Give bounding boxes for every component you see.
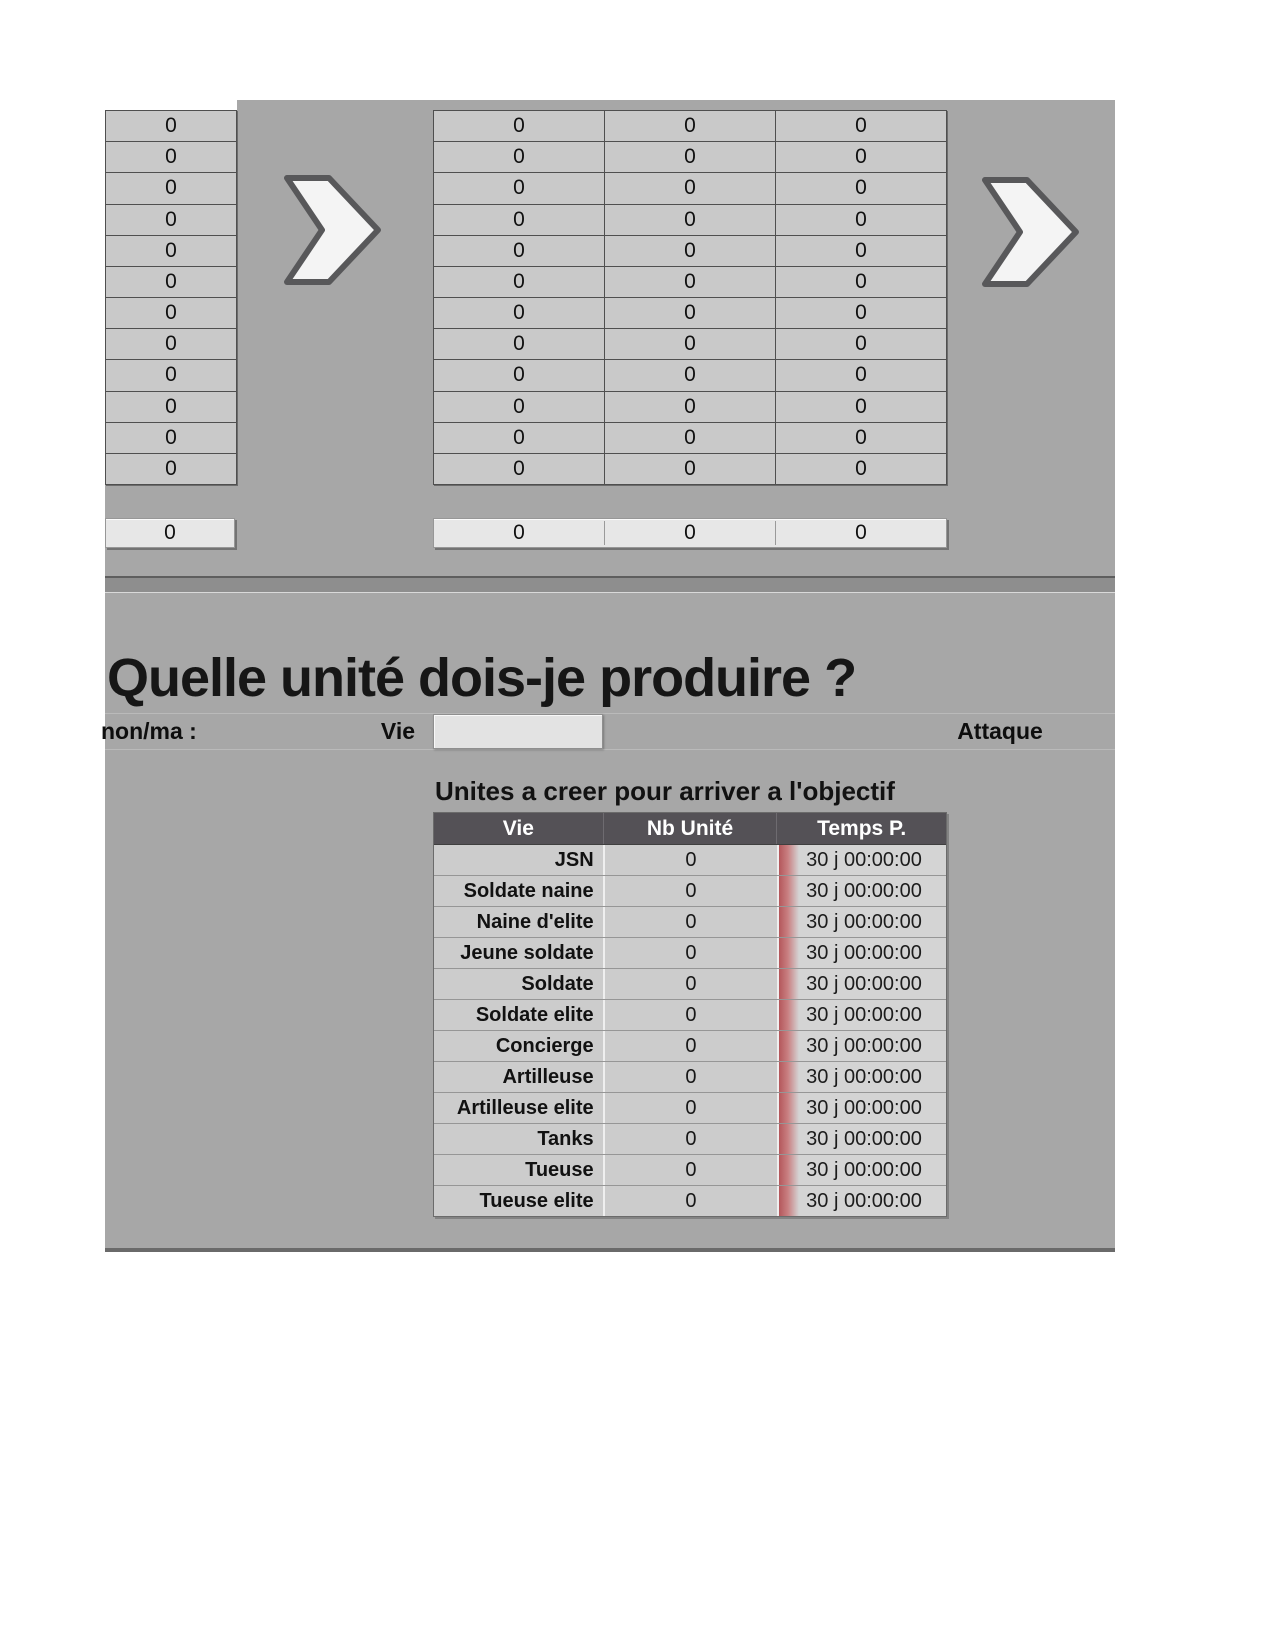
time-databar bbox=[779, 876, 799, 906]
grid-row bbox=[106, 142, 236, 173]
grid-cell[interactable]: 0 bbox=[434, 454, 605, 484]
grid-cell[interactable]: 0 bbox=[776, 142, 946, 172]
grid-row bbox=[434, 111, 946, 142]
grid-cell[interactable]: 0 bbox=[776, 298, 946, 328]
unit-row bbox=[434, 1031, 946, 1062]
unit-name-cell: JSN bbox=[434, 845, 603, 875]
unit-count-cell[interactable]: 0 bbox=[603, 907, 778, 937]
grid-cell[interactable]: 0 bbox=[106, 423, 236, 453]
total-cell[interactable] bbox=[776, 521, 946, 545]
unit-time-value: 30 j 00:00:00 bbox=[806, 1158, 922, 1181]
unit-time-cell bbox=[777, 1000, 946, 1030]
grid-cell[interactable]: 0 bbox=[434, 423, 605, 453]
unit-count-cell[interactable]: 0 bbox=[603, 1186, 778, 1216]
unit-row bbox=[434, 845, 946, 876]
unit-time-value: 30 j 00:00:00 bbox=[806, 1003, 922, 1026]
header-cell-vie: Vie bbox=[502, 816, 534, 840]
unit-name-cell: Tanks bbox=[434, 1124, 603, 1154]
unit-count-cell[interactable]: 0 bbox=[603, 969, 778, 999]
grid-row bbox=[106, 329, 236, 360]
background-notch bbox=[105, 100, 237, 110]
time-databar bbox=[779, 1155, 799, 1185]
unit-row bbox=[434, 907, 946, 938]
unit-time-cell bbox=[777, 1062, 946, 1092]
unit-time-value: 30 j 00:00:00 bbox=[806, 941, 922, 964]
unit-time-value: 30 j 00:00:00 bbox=[806, 1127, 922, 1150]
total-value: 0 bbox=[164, 521, 176, 544]
grid-cell[interactable]: 0 bbox=[434, 111, 605, 141]
unit-time-cell bbox=[777, 876, 946, 906]
name-label: non/ma : bbox=[101, 718, 197, 744]
grid-cell[interactable]: 0 bbox=[106, 173, 236, 203]
objective-input[interactable] bbox=[433, 714, 603, 749]
grid-cell[interactable]: 0 bbox=[434, 360, 605, 390]
time-databar bbox=[779, 1031, 799, 1061]
unit-time-cell bbox=[777, 845, 946, 875]
unit-time-value: 30 j 00:00:00 bbox=[806, 910, 922, 933]
unit-name-cell: Soldate bbox=[434, 969, 603, 999]
time-databar bbox=[779, 845, 799, 875]
grid-cell[interactable]: 0 bbox=[106, 142, 236, 172]
grid-row bbox=[434, 236, 946, 267]
unit-row bbox=[434, 1124, 946, 1155]
grid-cell[interactable]: 0 bbox=[106, 267, 236, 297]
units-table-body bbox=[434, 845, 946, 1216]
unit-name-cell: Soldate elite bbox=[434, 1000, 603, 1030]
unit-name-cell: Soldate naine bbox=[434, 876, 603, 906]
units-table-title: Unites a creer pour arriver a l'objectif bbox=[435, 776, 895, 806]
chevron-right-icon[interactable] bbox=[282, 173, 383, 287]
grid-row bbox=[434, 423, 946, 454]
unit-row bbox=[434, 1155, 946, 1186]
header-cell-temps: Temps P. bbox=[817, 816, 907, 840]
unit-name-cell: Tueuse elite bbox=[434, 1186, 603, 1216]
unit-time-value: 30 j 00:00:00 bbox=[806, 1189, 922, 1212]
total-value: 0 bbox=[855, 521, 867, 544]
grid-row bbox=[106, 111, 236, 142]
units-table bbox=[433, 812, 947, 1217]
unit-name-cell: Naine d'elite bbox=[434, 907, 603, 937]
grid-row bbox=[434, 173, 946, 204]
grid-cell[interactable]: 0 bbox=[605, 298, 776, 328]
unit-time-cell bbox=[777, 907, 946, 937]
grid-left-column bbox=[105, 110, 237, 485]
grid-row bbox=[106, 360, 236, 391]
unit-time-cell bbox=[777, 1155, 946, 1185]
unit-name-cell: Concierge bbox=[434, 1031, 603, 1061]
grid-row bbox=[106, 454, 236, 484]
grid-cell[interactable]: 0 bbox=[776, 111, 946, 141]
unit-count-cell[interactable]: 0 bbox=[603, 1124, 778, 1154]
unit-row bbox=[434, 969, 946, 1000]
grid-row bbox=[106, 392, 236, 423]
grid-cell[interactable]: 0 bbox=[434, 205, 605, 235]
grid-row bbox=[434, 142, 946, 173]
grid-cell[interactable]: 0 bbox=[605, 392, 776, 422]
grid-cell[interactable]: 0 bbox=[605, 423, 776, 453]
grid-cell[interactable]: 0 bbox=[776, 423, 946, 453]
grid-row bbox=[106, 205, 236, 236]
grid-cell[interactable]: 0 bbox=[434, 298, 605, 328]
grid-cell[interactable]: 0 bbox=[434, 329, 605, 359]
unit-row bbox=[434, 1186, 946, 1216]
header-cell-nb-unite: Nb Unité bbox=[603, 813, 778, 844]
unit-name-cell: Tueuse bbox=[434, 1155, 603, 1185]
units-table-header bbox=[434, 813, 946, 845]
grid-cell[interactable]: 0 bbox=[106, 298, 236, 328]
grid-row bbox=[106, 267, 236, 298]
unit-row bbox=[434, 938, 946, 969]
grid-cell[interactable]: 0 bbox=[776, 173, 946, 203]
objective-label-row bbox=[101, 713, 1115, 750]
grid-row bbox=[434, 392, 946, 423]
unit-time-cell bbox=[777, 1093, 946, 1123]
time-databar bbox=[779, 1000, 799, 1030]
grid-main-table bbox=[433, 110, 947, 485]
grid-cell[interactable]: 0 bbox=[776, 267, 946, 297]
grid-row bbox=[434, 298, 946, 329]
grid-cell[interactable]: 0 bbox=[106, 454, 236, 484]
chevron-right-icon[interactable] bbox=[980, 175, 1081, 289]
unit-name-cell: Artilleuse elite bbox=[434, 1093, 603, 1123]
grid-cell[interactable]: 0 bbox=[434, 236, 605, 266]
grid-cell[interactable]: 0 bbox=[605, 205, 776, 235]
time-databar bbox=[779, 1062, 799, 1092]
section-divider bbox=[105, 576, 1115, 593]
grid-cell[interactable]: 0 bbox=[106, 205, 236, 235]
unit-time-value: 30 j 00:00:00 bbox=[806, 848, 922, 871]
grid-cell[interactable]: 0 bbox=[776, 454, 946, 484]
unit-time-cell bbox=[777, 938, 946, 968]
unit-count-cell[interactable]: 0 bbox=[603, 1000, 778, 1030]
grid-cell[interactable]: 0 bbox=[106, 360, 236, 390]
unit-row bbox=[434, 876, 946, 907]
grid-row bbox=[434, 454, 946, 484]
grid-row bbox=[434, 329, 946, 360]
grid-cell[interactable]: 0 bbox=[434, 173, 605, 203]
unit-row bbox=[434, 1000, 946, 1031]
grid-cell[interactable]: 0 bbox=[605, 111, 776, 141]
page-title: Quelle unité dois-je produire ? bbox=[107, 647, 857, 708]
unit-count-cell[interactable]: 0 bbox=[603, 938, 778, 968]
time-databar bbox=[779, 1093, 799, 1123]
total-cell-left[interactable] bbox=[105, 518, 235, 548]
unit-count-cell[interactable]: 0 bbox=[603, 1155, 778, 1185]
unit-count-cell[interactable]: 0 bbox=[603, 1031, 778, 1061]
grid-cell[interactable]: 0 bbox=[776, 236, 946, 266]
panel-top-grids bbox=[105, 100, 1115, 578]
total-value: 0 bbox=[513, 521, 525, 544]
grid-cell[interactable]: 0 bbox=[434, 392, 605, 422]
total-cell[interactable] bbox=[605, 521, 776, 545]
grid-cell[interactable]: 0 bbox=[605, 173, 776, 203]
unit-time-value: 30 j 00:00:00 bbox=[806, 1034, 922, 1057]
unit-name-cell: Jeune soldate bbox=[434, 938, 603, 968]
unit-row bbox=[434, 1093, 946, 1124]
grid-cell[interactable]: 0 bbox=[605, 267, 776, 297]
grid-cell[interactable]: 0 bbox=[106, 111, 236, 141]
unit-time-value: 30 j 00:00:00 bbox=[806, 879, 922, 902]
unit-time-value: 30 j 00:00:00 bbox=[806, 972, 922, 995]
vie-label: Vie bbox=[380, 718, 415, 744]
grid-cell[interactable]: 0 bbox=[434, 267, 605, 297]
panel-production bbox=[101, 593, 1115, 1252]
time-databar bbox=[779, 1124, 799, 1154]
unit-name-cell: Artilleuse bbox=[434, 1062, 603, 1092]
unit-count-cell[interactable]: 0 bbox=[603, 1093, 778, 1123]
grid-cell[interactable]: 0 bbox=[605, 236, 776, 266]
total-value: 0 bbox=[684, 521, 696, 544]
grid-cell[interactable]: 0 bbox=[434, 142, 605, 172]
unit-time-value: 30 j 00:00:00 bbox=[806, 1096, 922, 1119]
grid-row bbox=[434, 360, 946, 391]
grid-cell[interactable]: 0 bbox=[776, 360, 946, 390]
grid-cell[interactable]: 0 bbox=[605, 329, 776, 359]
grid-row bbox=[106, 236, 236, 267]
grid-cell[interactable]: 0 bbox=[605, 360, 776, 390]
grid-row bbox=[106, 173, 236, 204]
time-databar bbox=[779, 1186, 799, 1216]
grid-cell[interactable]: 0 bbox=[776, 392, 946, 422]
grid-cell[interactable]: 0 bbox=[106, 329, 236, 359]
grid-cell[interactable]: 0 bbox=[106, 236, 236, 266]
unit-count-cell[interactable]: 0 bbox=[603, 1062, 778, 1092]
unit-time-cell bbox=[777, 969, 946, 999]
unit-time-cell bbox=[777, 1031, 946, 1061]
grid-cell[interactable]: 0 bbox=[776, 205, 946, 235]
unit-count-cell[interactable]: 0 bbox=[603, 876, 778, 906]
unit-time-value: 30 j 00:00:00 bbox=[806, 1065, 922, 1088]
grid-row bbox=[434, 205, 946, 236]
grid-row bbox=[106, 298, 236, 329]
unit-count-cell[interactable]: 0 bbox=[603, 845, 778, 875]
unit-time-cell bbox=[777, 1186, 946, 1216]
grid-row bbox=[106, 423, 236, 454]
time-databar bbox=[779, 969, 799, 999]
unit-row bbox=[434, 1062, 946, 1093]
total-cell[interactable] bbox=[434, 521, 605, 545]
unit-time-cell bbox=[777, 1124, 946, 1154]
attaque-label: Attaque bbox=[957, 718, 1043, 744]
totals-row-main bbox=[433, 518, 947, 548]
grid-cell[interactable]: 0 bbox=[106, 392, 236, 422]
grid-cell[interactable]: 0 bbox=[776, 329, 946, 359]
time-databar bbox=[779, 938, 799, 968]
grid-cell[interactable]: 0 bbox=[605, 454, 776, 484]
grid-cell[interactable]: 0 bbox=[605, 142, 776, 172]
grid-row bbox=[434, 267, 946, 298]
time-databar bbox=[779, 907, 799, 937]
